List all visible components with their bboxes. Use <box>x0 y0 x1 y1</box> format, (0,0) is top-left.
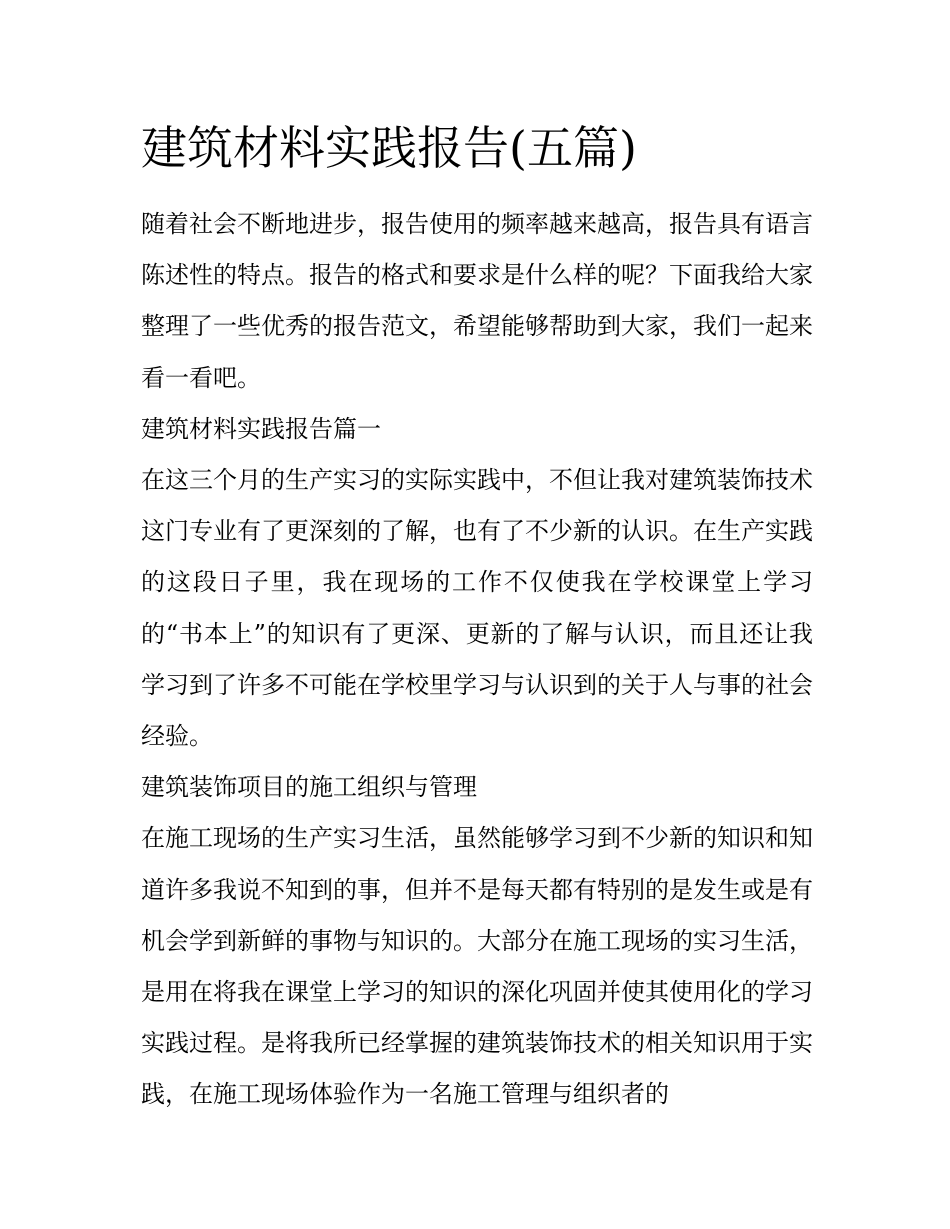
body-paragraph: 在这三个月的生产实习的实际实践中，不但让我对建筑装饰技术这门专业有了更深刻的了解，也有了不少新的认识。在生产实践的这段日子里，我在现场的工作不仅使我在学校课堂上学习的“书本上”的知识有了更深、更新的了解与认识，而且还让我学习到了许多不可能在学校里学习与认识到的关于人与事的社会经验。 <box>141 466 813 751</box>
document-body <box>141 117 813 1121</box>
document-title: 建筑材料实践报告(五篇) <box>141 121 637 175</box>
section-heading-part-one: 建筑材料实践报告篇一 <box>141 414 381 443</box>
section-heading-construction-management: 建筑装饰项目的施工组织与管理 <box>141 773 477 802</box>
intro-paragraph: 随着社会不断地进步，报告使用的频率越来越高，报告具有语言陈述性的特点。报告的格式和要求是什么样的呢？下面我给大家整理了一些优秀的报告范文，希望能够帮助到大家，我们一起来看一看吧。 <box>141 210 813 392</box>
body-paragraph: 在施工现场的生产实习生活，虽然能够学习到不少新的知识和知道许多我说不知到的事，但并不是每天都有特别的是发生或是有机会学到新鲜的事物与知识的。大部分在施工现场的实习生活，是用在将我在课堂上学习的知识的深化巩固并使其使用化的学习实践过程。是将我所已经掌握的建筑装饰技术的相关知识用于实践，在施工现场体验作为一名施工管理与组织者的 <box>141 824 813 1109</box>
